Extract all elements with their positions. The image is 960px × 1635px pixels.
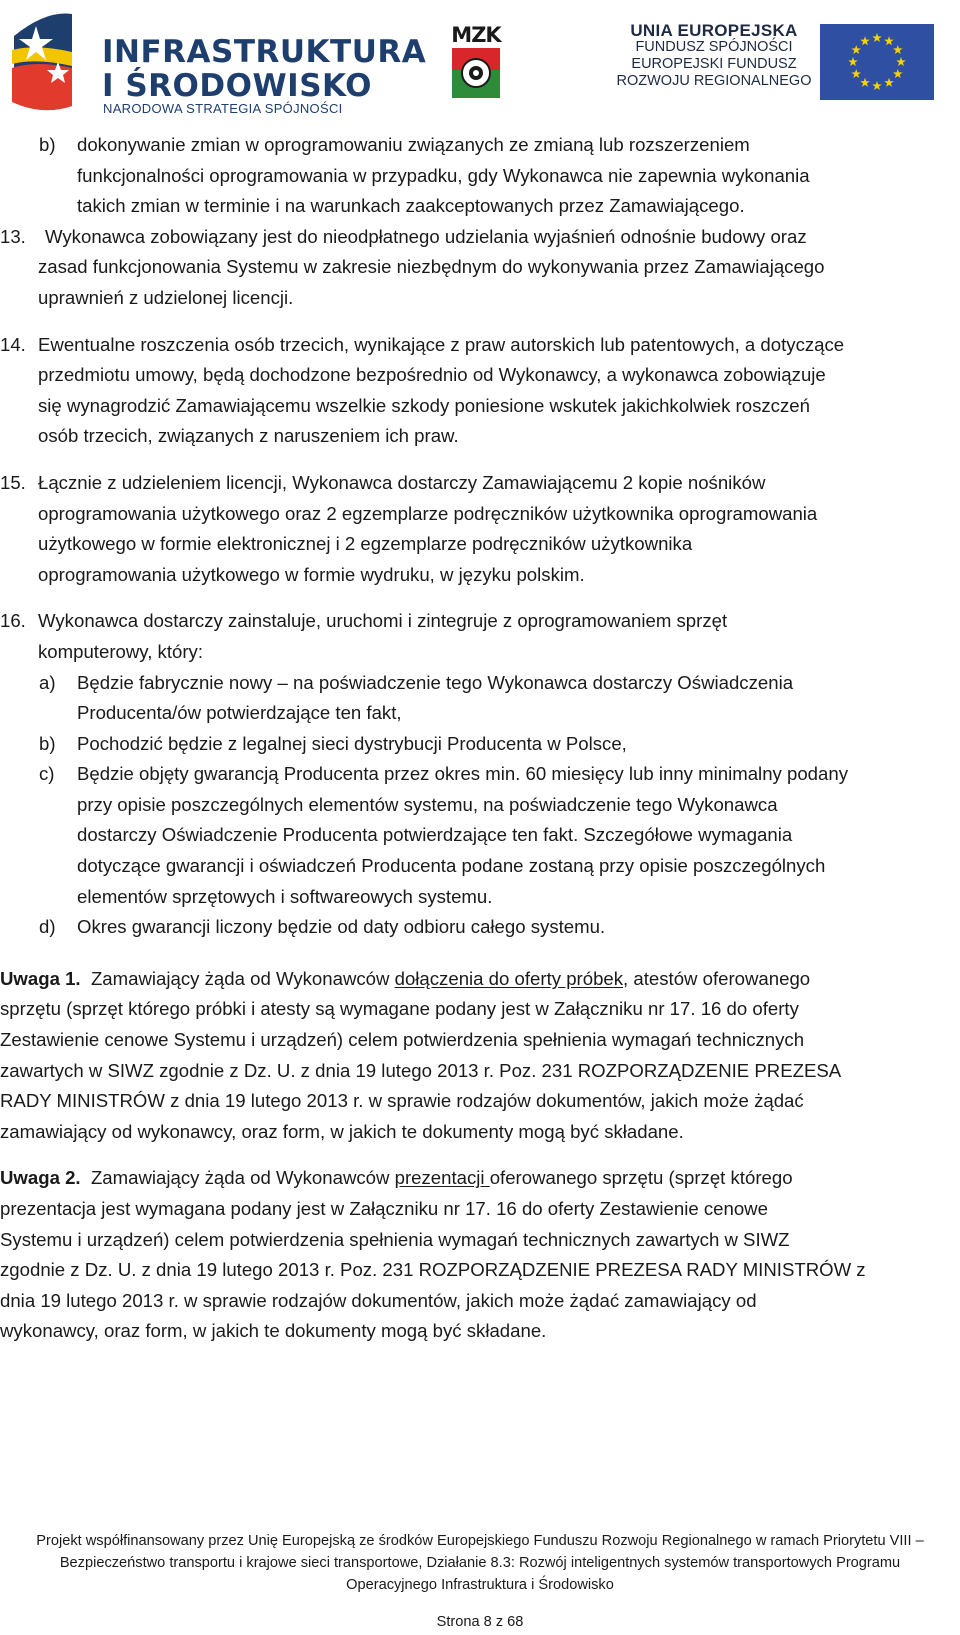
list-label: c) <box>39 763 55 785</box>
paragraph-number: 13. <box>0 225 26 247</box>
text-line: oprogramowania użytkowego w formie wydruku, w języku polskim. <box>38 563 585 585</box>
list-item-b <box>0 130 958 222</box>
text-fragment: , atestów oferowanego <box>623 967 811 989</box>
text-line: elementów sprzętowych i softwareowych systemu. <box>77 885 493 907</box>
text-line: Będzie fabrycznie nowy – na poświadczenie tego Wykonawca dostarczy Oświadczenia <box>77 671 794 693</box>
text-line: Producenta/ów potwierdzające ten fakt, <box>77 702 402 724</box>
eu-title: UNIA EUROPEJSKA <box>630 21 798 40</box>
paragraph-14 <box>0 330 958 452</box>
text-line: takich zmian w terminie i na warunkach zaakceptowanych przez Zamawiającego. <box>77 195 745 217</box>
note-label: Uwaga 2. <box>0 1167 81 1189</box>
footer-line: Projekt współfinansowany przez Unię Europejską ze środków Europejskiego Funduszu Rozwoju Regionalnego w ramach Priorytetu VIII – <box>36 1533 924 1549</box>
text-line: osób trzecich, związanych z naruszeniem ich praw. <box>38 425 459 447</box>
underlined-phrase: prezentacji <box>394 1167 490 1189</box>
text-line: dokonywanie zmian w oprogramowaniu związanych ze zmianą lub rozszerzeniem <box>77 134 750 155</box>
paragraph-13-continuation <box>0 252 958 313</box>
note-first-line <box>0 1163 958 1194</box>
text-line: funkcjonalności oprogramowania w przypadku, gdy Wykonawca nie zapewnia wykonania <box>77 164 810 186</box>
page-footer <box>0 1530 960 1596</box>
mzk-logo-text: MZK <box>451 23 501 47</box>
text-line: Systemu i urządzeń) celem potwierdzenia spełnienia wymagań technicznych zawartych w SIWZ <box>0 1228 790 1250</box>
infrastruktura-srodowisko-logo <box>6 6 427 116</box>
text-line: zawartych w SIWZ zgodnie z Dz. U. z dnia 19 lutego 2013 r. Poz. 231 ROZPORZĄDZENIE PREZESA <box>0 1059 842 1081</box>
list-label: b) <box>39 134 56 155</box>
list-item-d <box>0 912 958 943</box>
page-header <box>0 0 960 118</box>
text-line: użytkowego w formie elektronicznej i 2 egzemplarze podręczników użytkownika <box>38 533 693 555</box>
paragraph-15 <box>0 468 958 590</box>
footer-line: Operacyjnego Infrastruktura i Środowisko <box>346 1577 614 1593</box>
text-fragment: oferowanego sprzętu (sprzęt którego <box>489 1167 793 1189</box>
text-line: prezentacja jest wymagana podany jest w Załączniku nr 17. 16 do oferty Zestawienie cenowe <box>0 1198 768 1219</box>
mzk-logo <box>448 22 504 102</box>
document-body <box>0 130 958 1347</box>
paragraph-number: 15. <box>0 471 26 493</box>
paragraph-13 <box>0 222 958 253</box>
list-label: a) <box>39 671 56 693</box>
text-line: Wykonawca dostarczy zainstaluje, uruchomi i zintegruje z oprogramowaniem sprzęt <box>38 610 728 632</box>
text-line: się wynagrodzić Zamawiającemu wszelkie szkody poniesione wskutek jakichkolwiek roszczeń <box>38 394 810 416</box>
text-line: zgodnie z Dz. U. z dnia 19 lutego 2013 r. Poz. 231 ROZPORZĄDZENIE PREZESA RADY MINISTRÓW z <box>0 1259 866 1281</box>
paragraph-16 <box>0 606 958 667</box>
text-fragment: Zamawiający żąda od Wykonawców <box>90 967 395 989</box>
logo-title-line2: I ŚRODOWISKO <box>102 68 372 104</box>
text-line: RADY MINISTRÓW z dnia 19 lutego 2013 r. w sprawie rodzajów dokumentów, jakich może żądać <box>0 1090 804 1112</box>
list-item-a <box>0 668 958 729</box>
eu-text-block <box>616 22 812 90</box>
text-line: komputerowy, który: <box>38 640 203 662</box>
note-uwaga-1 <box>0 964 958 1148</box>
list-item-b <box>0 729 958 760</box>
text-line: Pochodzić będzie z legalnej sieci dystrybucji Producenta w Polsce, <box>77 732 627 754</box>
eu-line: FUNDUSZ SPÓJNOŚCI <box>635 39 793 55</box>
list-label: d) <box>39 916 56 938</box>
text-line: uprawnień z udzielonej licencji. <box>38 286 294 308</box>
eu-flag-icon <box>820 24 934 100</box>
text-line: zamawiający od wykonawcy, oraz form, w jakich te dokumenty mogą być składane. <box>0 1120 684 1142</box>
eu-line: ROZWOJU REGIONALNEGO <box>616 73 812 89</box>
footer-line: Bezpieczeństwo transportu i krajowe sieci transportowe, Działanie 8.3: Rozwój inteligentnych systemów transportowych Programu <box>59 1555 901 1571</box>
paragraph-number: 16. <box>0 610 26 632</box>
list-label: b) <box>39 732 56 754</box>
note-label: Uwaga 1. <box>0 967 81 989</box>
logo-subtitle: NARODOWA STRATEGIA SPÓJNOŚCI <box>103 101 343 116</box>
text-line: Będzie objęty gwarancją Producenta przez okres min. 60 miesięcy lub inny minimalny podany <box>77 763 848 785</box>
paragraph-number: 14. <box>0 333 26 355</box>
text-line: przy opisie poszczególnych elementów systemu, na poświadczenie tego Wykonawca <box>77 793 778 815</box>
text-line: dotyczące gwarancji i oświadczeń Producenta podane zostaną przy opisie poszczególnych <box>77 855 826 877</box>
logo-title-line1: INFRASTRUKTURA <box>102 34 427 70</box>
text-line: dnia 19 lutego 2013 r. w sprawie rodzajów dokumentów, jakich może żądać zamawiający od <box>0 1289 757 1311</box>
list-item-c <box>0 759 958 912</box>
star-emblem-icon <box>6 6 92 116</box>
text-line: Okres gwarancji liczony będzie od daty odbioru całego systemu. <box>77 916 606 938</box>
text-line: sprzętu (sprzęt którego próbki i atesty są wymagane podany jest w Załączniku nr 17. 16 do oferty <box>0 998 799 1020</box>
text-line: przedmiotu umowy, będą dochodzone bezpośrednio od Wykonawcy, a wykonawca zobowiązuje <box>38 364 826 386</box>
text-line: Wykonawca zobowiązany jest do nieodpłatnego udzielania wyjaśnień odnośnie budowy oraz <box>45 225 807 247</box>
note-uwaga-2 <box>0 1163 958 1347</box>
mzk-emblem-icon <box>448 22 504 102</box>
text-line: wykonawcy, oraz form, w jakich te dokumenty mogą być składane. <box>0 1320 547 1342</box>
text-line: dostarczy Oświadczenie Producenta potwierdzające ten fakt. Szczegółowe wymagania <box>77 824 793 846</box>
eu-line: EUROPEJSKI FUNDUSZ <box>631 56 797 72</box>
text-line: Zestawienie cenowe Systemu i urządzeń) celem potwierdzenia spełnienia wymagań technicznych <box>0 1029 805 1051</box>
text-line: zasad funkcjonowania Systemu w zakresie niezbędnym do wykonywania przez Zamawiającego <box>38 256 825 278</box>
note-first-line <box>0 964 958 995</box>
text-line: Ewentualne roszczenia osób trzecich, wynikające z praw autorskich lub patentowych, a dotyczące <box>38 333 845 355</box>
text-line: oprogramowania użytkowego oraz 2 egzemplarze podręczników użytkownika oprogramowania <box>38 502 818 524</box>
page-number: Strona 8 z 68 <box>436 1614 524 1630</box>
text-fragment: Zamawiający żąda od Wykonawców <box>90 1167 395 1189</box>
underlined-phrase: dołączenia do oferty próbek <box>394 967 624 989</box>
text-line: Łącznie z udzieleniem licencji, Wykonawca dostarczy Zamawiającemu 2 kopie nośników <box>38 471 766 493</box>
